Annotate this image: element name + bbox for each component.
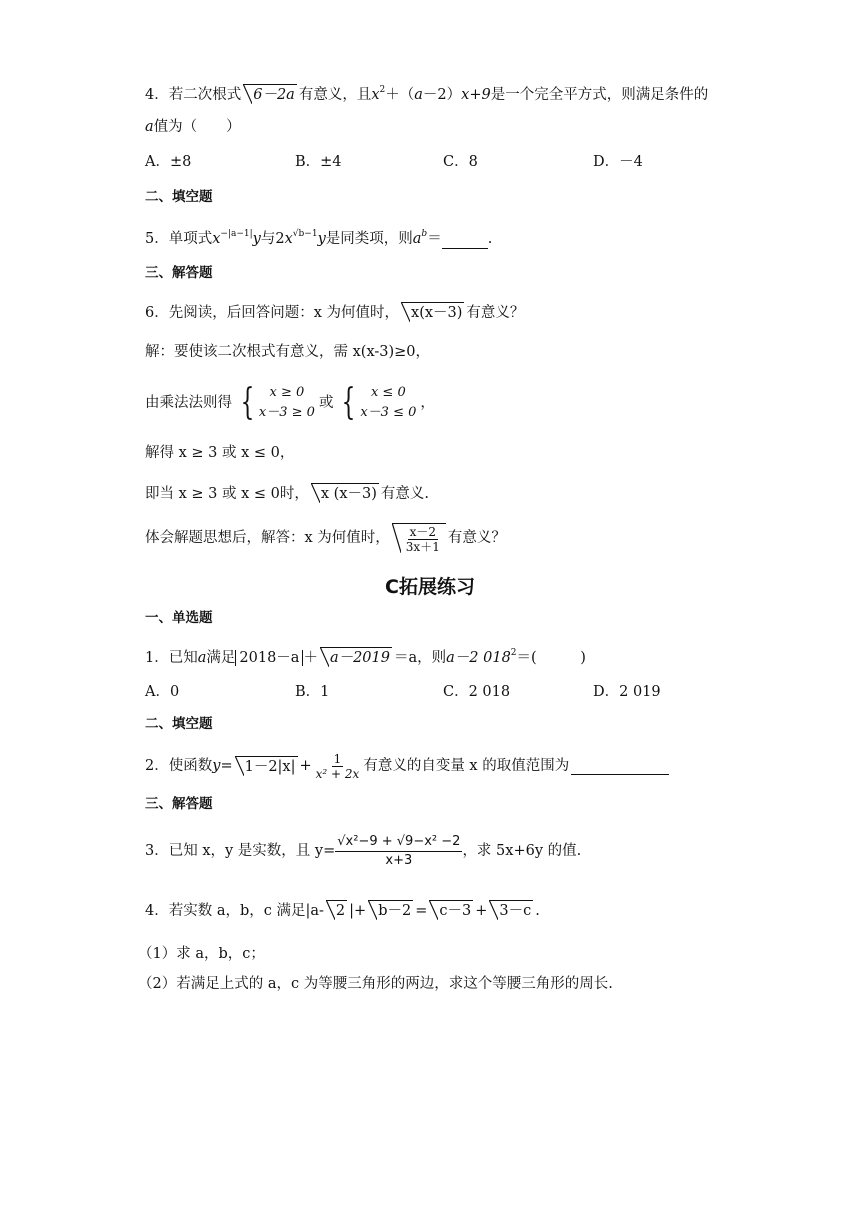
c1-a: a [197, 650, 207, 666]
c1-text1: 满足 [206, 650, 236, 666]
q6-line6 [145, 520, 506, 556]
q6-l6-radical [392, 523, 446, 554]
q5-end: . [487, 231, 493, 247]
c1-plus: ＋ [303, 650, 318, 666]
q6-brace-system-2 [337, 383, 416, 423]
q6-system1-row1: x ≥ 0 [269, 385, 305, 400]
q5-a: a [412, 231, 422, 247]
c1-option-d: D．2 019 [593, 684, 661, 700]
c4-radical-3c: 3－c [489, 900, 533, 921]
q6-l1-text: 6．先阅读，后回答问题：x 为何值时， [145, 305, 400, 321]
q4-text4: x+9 [461, 87, 491, 103]
q6-line3 [145, 383, 435, 423]
c4-eq: = [415, 903, 428, 919]
c2-text: 有意义的自变量 x 的取值范围为 [363, 758, 570, 774]
q6-l5-radical: x (x－3) [311, 483, 379, 504]
q4-line2 [145, 117, 241, 137]
q4-x: x [371, 87, 380, 103]
c3-denominator: x+3 [385, 852, 413, 868]
q4-a: a [414, 87, 423, 103]
q6-l6-text: 体会解题思想后，解答：x 为何值时， [145, 530, 390, 546]
brace-icon: { [342, 382, 356, 423]
q6-system2-row1: x ≤ 0 [370, 385, 406, 400]
q5-x1: x [212, 231, 221, 247]
c4-end: . [535, 903, 540, 919]
c2-y: y [212, 758, 221, 774]
q6-system2-row2: x－3 ≤ 0 [360, 405, 417, 420]
q4-radical: 6－2a [243, 84, 297, 105]
c4-radical-b: b－2 [368, 900, 413, 921]
c4-text1: 4．若实数 a，b，c 满足|a- [145, 903, 324, 919]
q5-y2: y [317, 231, 326, 247]
c1-text2: ＝a，则 [393, 650, 447, 666]
q4-line2-rest: 值为（ ） [153, 119, 241, 135]
c4-radical-2: 2 [326, 900, 347, 921]
c3-line [145, 830, 581, 872]
section-c-single-choice-title: 一、单选题 [145, 610, 213, 626]
c3-text1: 3．已知 x，y 是实数，且 y= [145, 843, 336, 859]
q6-l5-end: 有意义. [380, 486, 429, 502]
q6-l1-end: 有意义？ [466, 305, 525, 321]
brace-icon: { [240, 382, 255, 423]
q6-system1-row2: x－3 ≥ 0 [258, 405, 315, 420]
q6-line5 [145, 483, 429, 504]
c1-exp: 2 [510, 648, 517, 658]
q5-number: 5．单项式 [145, 231, 213, 247]
c1-number: 1．已知 [145, 650, 198, 666]
c1-option-b: B．1 [295, 684, 330, 700]
c2-eq: = [220, 758, 233, 774]
c2-numerator: 1 [333, 751, 342, 766]
q6-l1-radical: x(x－3) [401, 302, 464, 323]
q5-text2: 是同类项，则 [325, 231, 413, 247]
q5-line [145, 224, 492, 249]
q5-exp1: −|a−1| [220, 229, 253, 239]
q4-option-b: B．±4 [295, 154, 342, 170]
q6-line2: 解：要使该二次根式有意义，需 x(x-3)≥0， [145, 344, 431, 360]
q4-line1 [145, 80, 708, 105]
c1-line [145, 643, 586, 668]
c4-sub2: （2）若满足上式的 a，c 为等腰三角形的两边，求这个等腰三角形的周长. [138, 976, 613, 992]
q5-exp2: √b−1 [292, 229, 318, 239]
q6-l5-text: 即当 x ≥ 3 或 x ≤ 0时， [145, 486, 309, 502]
q5-answer-blank[interactable] [442, 232, 488, 249]
q6-l3-text: 由乘法法则得 [145, 395, 232, 411]
c2-radical: 1－2|x| [235, 756, 298, 777]
c2-plus: + [299, 758, 312, 774]
q4-exp: 2 [379, 85, 386, 95]
q6-line1 [145, 302, 524, 323]
q4-option-c: C．8 [443, 154, 478, 170]
section-fill-title: 二、填空题 [145, 189, 213, 205]
q4-text2: ＋（ [385, 87, 415, 103]
section-answer-title: 三、解答题 [145, 265, 213, 281]
q6-l6-numerator: x－2 [409, 524, 437, 539]
q5-x2: x [284, 231, 293, 247]
q4-line2-a: a [145, 119, 154, 135]
c1-radical: a－2019 [320, 647, 392, 668]
c2-denominator: x² + 2x [315, 766, 360, 781]
q6-brace-system-1 [236, 383, 315, 423]
c4-radical-c: c－3 [429, 900, 473, 921]
q4-text1: 有意义，且 [298, 87, 372, 103]
c4-line1 [145, 900, 540, 921]
c3-text2: ，求 5x+6y 的值. [462, 843, 582, 859]
q4-option-d: D．－4 [593, 154, 643, 170]
q5-text1: 与 [260, 231, 276, 247]
q5-coef: 2 [275, 231, 285, 247]
section-c-fill-title: 二、填空题 [145, 716, 213, 732]
c4-plus: + [475, 903, 488, 919]
q4-number: 4．若二次根式 [145, 87, 242, 103]
c4-text2: |+ [349, 903, 367, 919]
q4-option-a: A．±8 [145, 154, 192, 170]
q6-l6-end: 有意义？ [447, 530, 506, 546]
c1-text4: ＝( ) [516, 650, 586, 666]
q6-line4: 解得 x ≥ 3 或 x ≤ 0， [145, 445, 295, 461]
c4-sub1: （1）求 a，b，c； [138, 946, 265, 962]
section-c-title: C拓展练习 [385, 576, 475, 598]
q6-l3-or: 或 [318, 395, 334, 411]
c1-option-c: C．2 018 [443, 684, 511, 700]
q6-l6-denominator: 3x＋1 [405, 539, 440, 554]
q5-text3: ＝ [427, 231, 442, 247]
c1-option-a: A．0 [145, 684, 180, 700]
q6-l3-end: ， [420, 395, 435, 411]
q4-text5: 是一个完全平方式，则满足条件的 [490, 87, 709, 103]
q4-text3: －2） [422, 87, 462, 103]
c1-absolute-value: 2018－a [235, 650, 303, 666]
section-c-answer-title: 三、解答题 [145, 796, 213, 812]
q5-b: b [421, 229, 428, 239]
c3-numerator: √x²−9 + √9−x² −2 [335, 833, 462, 852]
q5-y1: y [252, 231, 261, 247]
c2-number: 2．使函数 [145, 758, 213, 774]
c1-text3: a－2 018 [446, 650, 511, 666]
c2-line [145, 748, 669, 784]
c2-answer-blank[interactable] [571, 758, 669, 775]
